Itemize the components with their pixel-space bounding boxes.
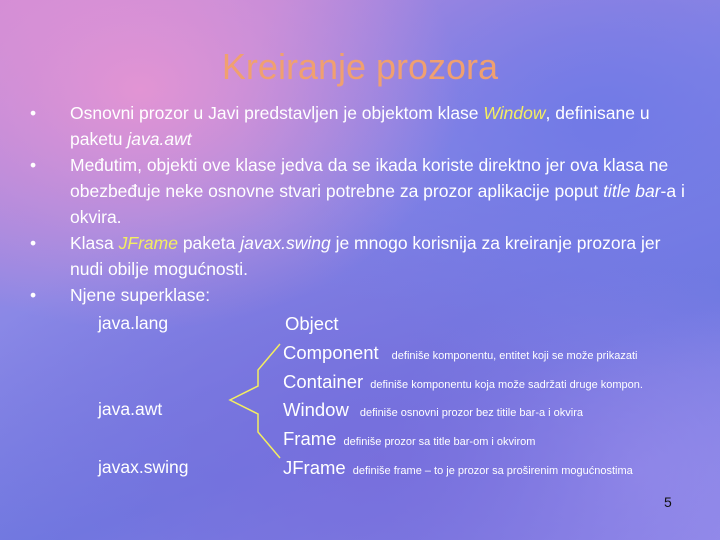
bullet-text: -a i okvira. (70, 181, 685, 227)
hierarchy-row (285, 313, 338, 335)
bullet-text: Klasa (70, 233, 119, 253)
bullet-text: paketa (177, 233, 241, 253)
class-description: definiše frame – to je prozor sa proširenim mogućnostima (352, 465, 633, 477)
hierarchy-row (283, 428, 535, 450)
package-java-lang: java.lang (98, 313, 169, 333)
bullet-dot: • (30, 285, 37, 305)
class-description: definiše prozor sa title bar-om i okvirom (343, 436, 536, 448)
bullet-text: , definisane u paketu (70, 103, 650, 149)
bullet-item (26, 152, 696, 230)
slide-title: Kreiranje prozora (221, 46, 499, 87)
bullet-text: Njene superklase: (70, 285, 211, 305)
brace-icon (226, 342, 286, 462)
bullet-italic: title bar (603, 181, 661, 201)
bullet-item (26, 230, 696, 282)
hierarchy-row (283, 457, 633, 479)
bullet-italic: javax.swing (240, 233, 331, 253)
class-name: Object (285, 313, 339, 334)
bullet-highlight: Window (483, 103, 546, 123)
class-description: definiše komponentu, entitet koji se može prikazati (391, 350, 638, 362)
package-java-awt: java.awt (98, 399, 163, 419)
class-description: definiše osnovni prozor bez titile bar-a i okvira (359, 407, 583, 419)
class-name: Component (283, 342, 379, 363)
class-name: Frame (283, 428, 337, 449)
class-name: Container (283, 371, 364, 392)
bullet-highlight: JFrame (118, 233, 178, 253)
class-description: definiše komponentu koja može sadržati druge kompon. (370, 379, 643, 391)
package-javax-swing: javax.swing (98, 457, 189, 477)
bullet-text: Osnovni prozor u Javi predstavljen je objektom klase (70, 103, 484, 123)
bullet-italic: java.awt (127, 129, 192, 149)
bullet-dot: • (30, 103, 37, 123)
class-name: JFrame (283, 457, 346, 478)
bullet-dot: • (30, 155, 37, 175)
hierarchy-row (283, 399, 583, 421)
bullet-list (26, 100, 696, 308)
bullet-item (26, 100, 696, 152)
bullet-dot: • (30, 233, 37, 253)
bullet-text: Međutim, objekti ove klase jedva da se ikada koriste direktno jer ova klasa ne obezbeđuje neke osnovne stvari potrebne za prozor aplikacije poput (70, 155, 669, 201)
hierarchy-row (283, 342, 637, 364)
class-name: Window (283, 399, 349, 420)
bullet-item (26, 282, 696, 308)
hierarchy-row (283, 371, 643, 393)
page-number: 5 (664, 494, 672, 510)
bullet-text: je mnogo korisnija za kreiranje prozora jer nudi obilje mogućnosti. (70, 233, 661, 279)
